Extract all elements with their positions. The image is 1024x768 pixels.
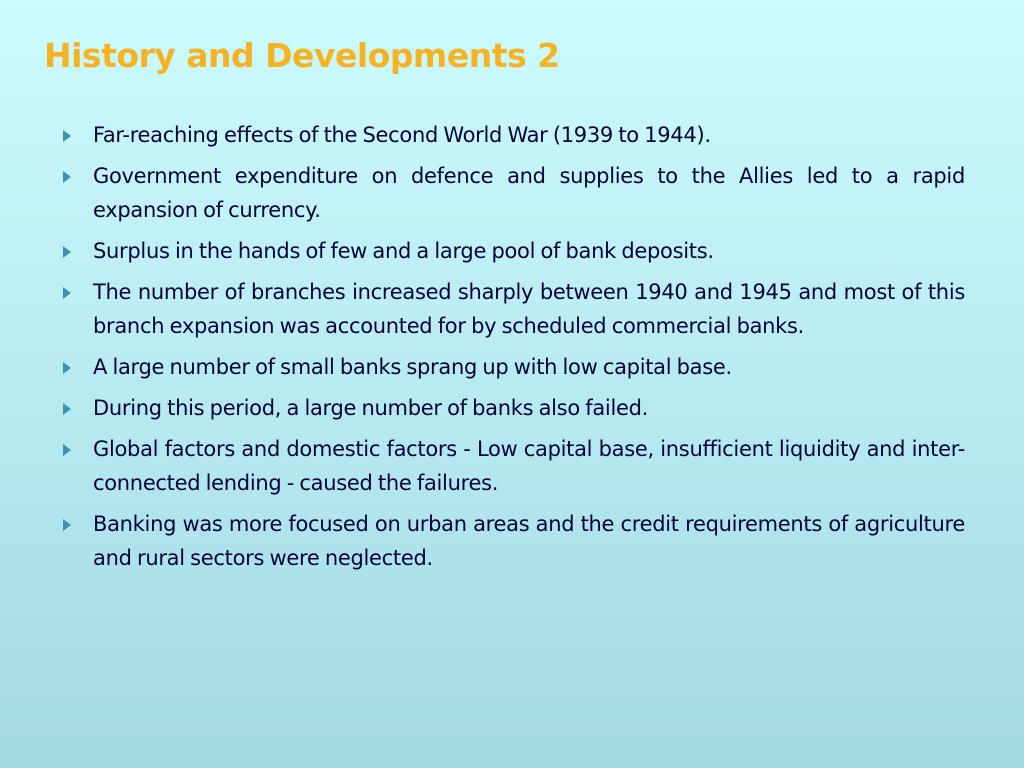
bullet-item [60, 391, 965, 425]
bullet-item [60, 350, 965, 384]
triangle-right-icon [63, 287, 71, 299]
triangle-right-icon [63, 171, 71, 183]
bullet-text: During this period, a large number of banks also failed. [93, 396, 649, 420]
triangle-right-icon [63, 130, 71, 142]
bullet-item [60, 234, 965, 268]
triangle-right-icon [63, 403, 71, 415]
bullet-item [60, 275, 965, 343]
triangle-right-icon [63, 246, 71, 258]
bullet-item [60, 159, 965, 227]
bullet-text: Global factors and domestic factors - Low capital base, insufficient liquidity and inter-connected lending - caused the failures. [93, 437, 965, 495]
bullet-text: A large number of small banks sprang up with low capital base. [93, 355, 732, 379]
triangle-right-icon [63, 362, 71, 374]
bullet-text: Banking was more focused on urban areas and the credit requirements of agriculture and rural sectors were neglected. [93, 512, 965, 570]
triangle-right-icon [63, 444, 71, 456]
bullet-text: Far-reaching effects of the Second World War (1939 to 1944). [93, 123, 711, 147]
bullet-text: Surplus in the hands of few and a large pool of bank deposits. [93, 239, 714, 263]
triangle-right-icon [63, 519, 71, 531]
bullet-text: Government expenditure on defence and supplies to the Allies led to a rapid expansion of currency. [93, 164, 965, 222]
bullet-item [60, 507, 965, 575]
slide-title: History and Developments 2 [44, 36, 560, 75]
bullet-item [60, 118, 965, 152]
bullet-list [60, 118, 965, 582]
bullet-text: The number of branches increased sharply between 1940 and 1945 and most of this branch expansion was accounted for by scheduled commercial banks. [93, 280, 965, 338]
bullet-item [60, 432, 965, 500]
